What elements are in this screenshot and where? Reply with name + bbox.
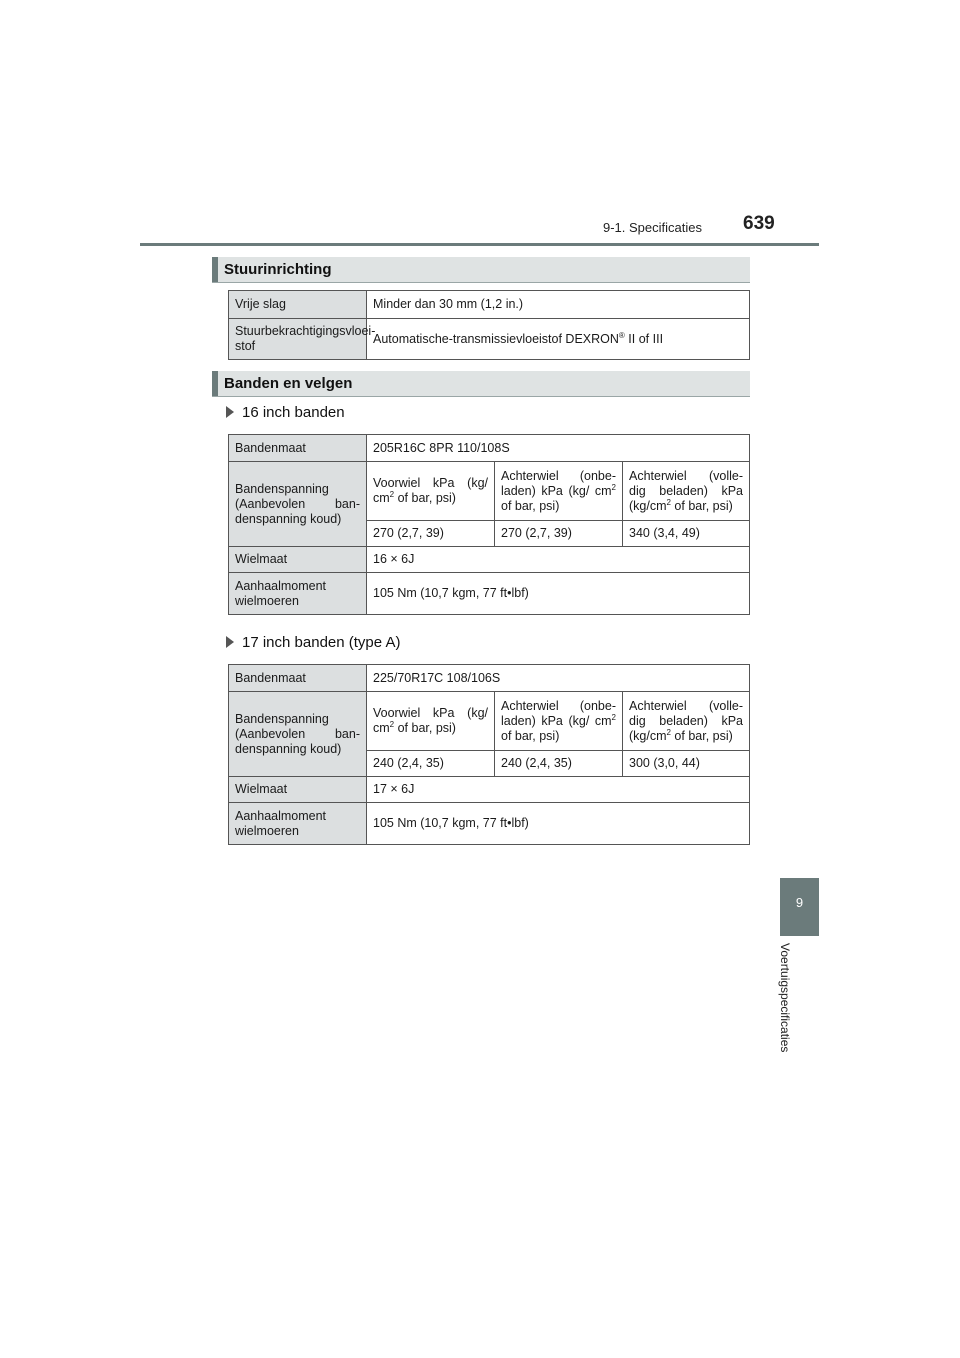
row-label	[229, 573, 367, 615]
section-title: 9-1. Specificaties	[603, 220, 702, 235]
superscript: 2	[611, 482, 616, 492]
row-value: 105 Nm (10,7 kgm, 77 ft•lbf)	[367, 573, 750, 615]
label-line: wielmoeren	[235, 593, 299, 608]
row-label: Wielmaat	[229, 777, 367, 803]
heading-text: Banden en velgen	[224, 375, 353, 392]
row-value	[367, 319, 750, 360]
row-value: Minder dan 30 mm (1,2 in.)	[367, 291, 750, 319]
row-value: 225/70R17C 108/106S	[367, 665, 750, 692]
table-row	[229, 692, 750, 751]
column-header	[623, 692, 750, 751]
row-label: Vrije slag	[229, 291, 367, 319]
superscript: 2	[611, 712, 616, 722]
header-text: Achterwiel (onbe- laden) kPa (kg/ cm	[501, 468, 616, 498]
header-text: of bar, psi)	[670, 728, 733, 743]
cell-value: 340 (3,4, 49)	[623, 521, 750, 547]
column-header	[495, 462, 623, 521]
header-text: of bar, psi)	[501, 728, 560, 743]
row-value: 105 Nm (10,7 kgm, 77 ft•lbf)	[367, 803, 750, 845]
row-label: Bandenmaat	[229, 435, 367, 462]
heading-bar	[212, 257, 218, 282]
label-line: wielmoeren	[235, 823, 299, 838]
column-header	[495, 692, 623, 751]
table-row	[229, 291, 750, 319]
cell-value: 270 (2,7, 39)	[495, 521, 623, 547]
cell-value: 240 (2,4, 35)	[367, 751, 495, 777]
header-text: Voorwiel kPa (kg/ cm	[373, 476, 488, 505]
heading-bar	[212, 371, 218, 396]
table-row	[229, 573, 750, 615]
header-text: of bar, psi)	[394, 491, 456, 505]
header-text: of bar, psi)	[501, 498, 560, 513]
triangle-bullet-icon	[226, 636, 234, 648]
row-label	[229, 319, 376, 360]
superscript: 2	[389, 719, 395, 729]
superscript: 2	[666, 727, 671, 737]
bullet-text: 16 inch banden	[242, 404, 345, 421]
column-header	[623, 462, 750, 521]
header-text: Achterwiel (volle- dig beladen) kPa (kg/cm	[629, 698, 743, 743]
triangle-bullet-icon	[226, 406, 234, 418]
row-label: Bandenspanning (Aanbevolen ban- denspanning koud)	[229, 462, 367, 547]
section-heading-stuurinrichting	[212, 257, 750, 283]
value-text: II of III	[624, 331, 664, 346]
label-line: stof	[235, 339, 256, 353]
table-row	[229, 435, 750, 462]
header-divider	[140, 243, 819, 246]
header-text: of bar, psi)	[670, 498, 733, 513]
bullet-17-inch	[226, 634, 400, 651]
row-label: Wielmaat	[229, 547, 367, 573]
cell-value: 270 (2,7, 39)	[367, 521, 495, 547]
cell-value: 300 (3,0, 44)	[623, 751, 750, 777]
header-text: of bar, psi)	[394, 721, 456, 735]
row-label: Bandenspanning (Aanbevolen ban- denspanning koud)	[229, 692, 367, 777]
superscript: 2	[666, 497, 671, 507]
row-label	[229, 803, 367, 845]
registered-mark: ®	[618, 330, 625, 340]
header-text: Voorwiel kPa (kg/ cm	[373, 706, 488, 735]
label-line: Stuurbekrachtigingsvloei-	[235, 324, 376, 338]
header-text: Achterwiel (volle- dig beladen) kPa (kg/cm	[629, 468, 743, 513]
table-row	[229, 665, 750, 692]
header-text: Achterwiel (onbe- laden) kPa (kg/ cm	[501, 698, 616, 728]
column-header	[367, 462, 495, 521]
row-value: 205R16C 8PR 110/108S	[367, 435, 750, 462]
bullet-16-inch	[226, 404, 345, 421]
superscript: 2	[389, 489, 395, 499]
tire-table-17	[228, 664, 750, 845]
table-row	[229, 547, 750, 573]
value-text: Automatische-transmissievloeistof DEXRON	[373, 331, 619, 346]
chapter-label	[778, 943, 809, 1073]
steering-table	[228, 290, 750, 360]
table-row	[229, 462, 750, 521]
table-row	[229, 777, 750, 803]
page-number: 639	[743, 213, 775, 234]
cell-value: 240 (2,4, 35)	[495, 751, 623, 777]
column-header	[367, 692, 495, 751]
label-line: Aanhaalmoment	[235, 808, 327, 823]
row-value: 16 × 6J	[367, 547, 750, 573]
tire-table-16	[228, 434, 750, 615]
row-label: Bandenmaat	[229, 665, 367, 692]
table-row	[229, 803, 750, 845]
bullet-text: 17 inch banden (type A)	[242, 634, 401, 651]
label-line: Aanhaalmoment	[235, 578, 327, 593]
chapter-tab: 9	[780, 878, 819, 936]
row-value: 17 × 6J	[367, 777, 750, 803]
chapter-label-text: Voertuigspecificaties	[778, 943, 792, 1053]
table-row	[229, 319, 750, 360]
section-heading-banden	[212, 371, 750, 397]
heading-text: Stuurinrichting	[224, 261, 332, 278]
